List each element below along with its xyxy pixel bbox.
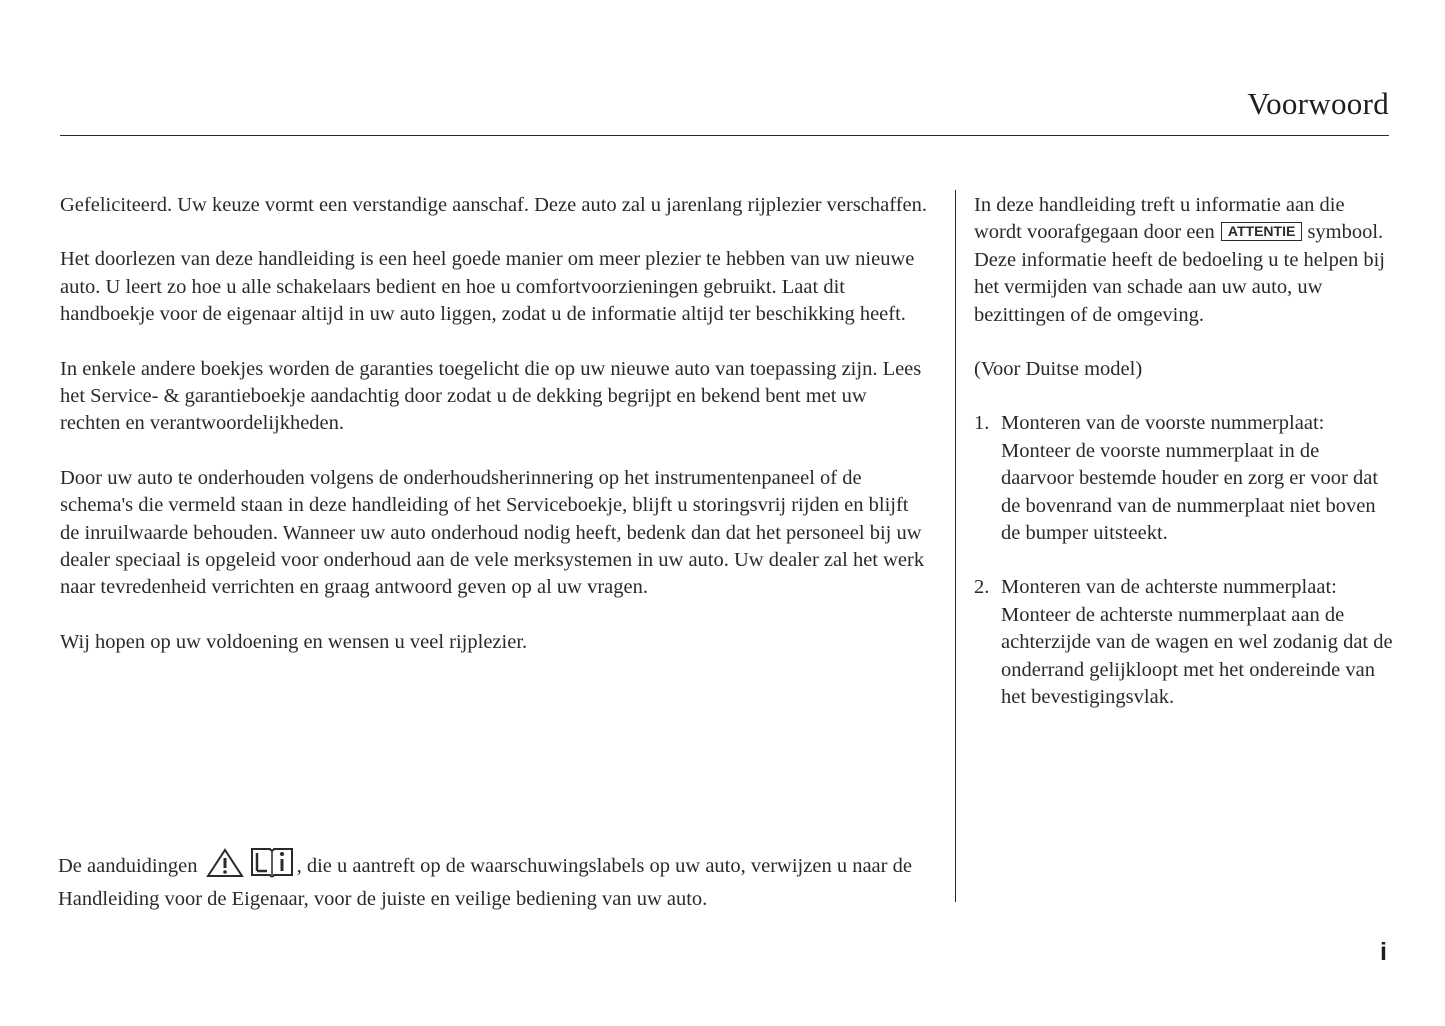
warning-triangle-icon [205, 848, 245, 886]
page-number: i [1380, 938, 1387, 966]
footnote-lead-text: De aanduidingen [58, 855, 198, 877]
attentie-badge: ATTENTIE [1221, 222, 1302, 241]
list-item-text: Monteren van de achterste nummerplaat: Monteer de achterste nummerplaat aan de achterzijde van de wagen en wel zodanig dat de onderrand gelijkloopt met het ondereinde van het bevestigingsvlak. [1001, 576, 1393, 709]
list-item-number: 1. [974, 412, 990, 435]
left-column [60, 192, 930, 683]
title-divider [60, 135, 1389, 136]
list-item [974, 410, 1394, 547]
list-item-text: Monteren van de voorste nummerplaat: Monteer de voorste nummerplaat in de daarvoor bestemde houder en zorg er voor dat de bovenrand van de nummerplaat niet boven de bumper uitsteekt. [1001, 412, 1379, 545]
owners-manual-book-icon [249, 846, 295, 886]
attentie-intro [974, 192, 1394, 329]
list-item-number: 2. [974, 576, 990, 599]
symbol-explanation [58, 846, 938, 914]
paragraph-warranties: In enkele andere boekjes worden de garanties toegelicht die op uw nieuwe auto van toepassing zijn. Lees het Service- & garantieboekje aandachtig door zodat u de dekking begrijpt en bekend bent met uw rechten en verantwoordelijkheden. [60, 357, 922, 435]
license-plate-instructions [974, 410, 1394, 711]
page-title: Voorwoord [1247, 86, 1389, 121]
paragraph-closing-wish: Wij hopen op uw voldoening en wensen u veel rijplezier. [60, 630, 528, 653]
paragraph-maintenance: Door uw auto te onderhouden volgens de onderhoudsherinnering op het instrumentenpaneel of de schema's die vermeld staan in deze handleiding of het Serviceboekje, blijft u storingsvrij rijden en blijft de inruilwaarde behouden. Wanneer uw auto onderhoud nodig heeft, bedenk dan dat het personeel bij uw dealer speciaal is opgeleid voor onderhoud aan de vele merksystemen in uw auto. Uw dealer zal het werk naar tevredenheid verrichten en graag antwoord geven op al uw vragen. [60, 466, 925, 599]
list-item [974, 574, 1394, 711]
attentie-intro-text-continued: symbool. Deze informatie heeft de bedoeling u te helpen bij het vermijden van schade aan uw auto, uw bezittingen of de omgeving. [974, 221, 1385, 326]
column-divider [955, 190, 956, 902]
right-column [974, 192, 1394, 739]
footnote-body-text: , die u aantreft op de waarschuwingslabels op uw auto, verwijzen u naar de Handleiding voor de Eigenaar, voor de juiste en veilige bediening van uw auto. [58, 855, 912, 911]
paragraph-reading-manual: Het doorlezen van deze handleiding is een heel goede manier om meer plezier te hebben van uw nieuwe auto. U leert zo hoe u alle schakelaars bedient en hoe u comfortvoorzieningen gebruikt. Laat dit handboekje voor de eigenaar altijd in uw auto liggen, zodat u de informatie altijd ter beschikking heeft. [60, 248, 915, 326]
model-note: (Voor Duitse model) [974, 358, 1143, 381]
attentie-intro-text: In deze handleiding treft u informatie aan die wordt voorafgegaan door een [974, 194, 1345, 244]
paragraph-congratulations: Gefeliciteerd. Uw keuze vormt een verstandige aanschaf. Deze auto zal u jarenlang rijplezier verschaffen. [60, 194, 928, 216]
